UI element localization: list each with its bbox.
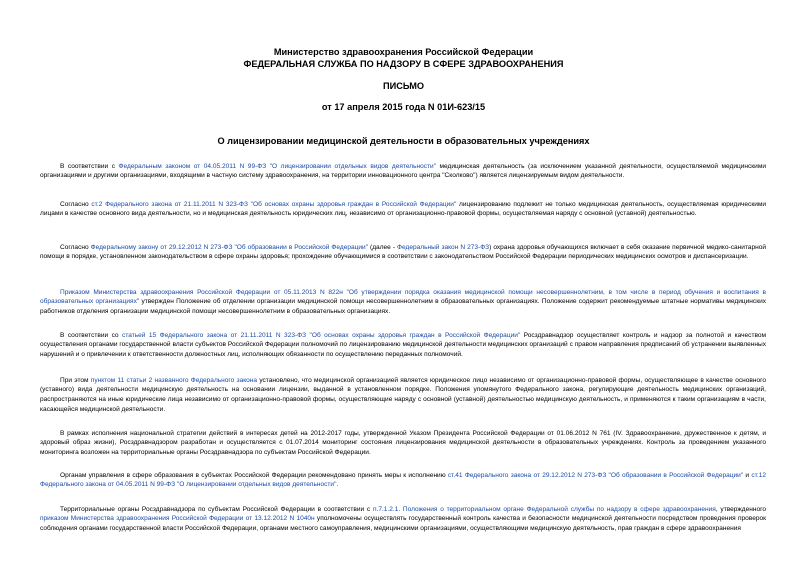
paragraph-text: Согласно <box>60 200 92 208</box>
paragraph-text: лицензированию подлежит не только медицинская деятельность, осуществляемая юридическими лицами в качестве основного вида деятельности, но и медицинская деятельность юридических лиц, независимо от организационно-правовой формы, осуществляемая наряду с основной (уставной) деятельностью. <box>40 200 767 218</box>
paragraph-2 <box>40 200 766 219</box>
paragraph-text: Росздравнадзор осуществляет контроль и надзор за полнотой и качеством осуществления органами государственной власти субъектов Российской Федерации полномочий по лицензированию медицинской деятельности медицинских организаций с правом направления предписаний об устранении выявленных нарушений и о привлечении к ответственности должностных лиц, исполняющих обязанности по осуществлению переданных полномочий. <box>40 331 766 358</box>
paragraph-text: При этом <box>60 376 91 384</box>
paragraph-text: . <box>336 481 339 489</box>
document-type: ПИСЬМО <box>382 81 425 91</box>
law-link[interactable]: статьей 15 Федерального закона от 21.11.2011 N 323-ФЗ "Об основах охраны здоровья граждан в Российской Федерации" <box>122 331 521 339</box>
document-title: О лицензировании медицинской деятельности в образовательных учреждениях <box>217 136 590 146</box>
paragraph-text: Территориальные органы Росздравнадзора по субъектам Российской Федерации в соответствии с <box>60 505 373 513</box>
law-link[interactable]: пунктом 11 статьи 2 названного Федерального закона <box>90 376 258 384</box>
order-link[interactable]: Приказом Министерства здравоохранения Российской Федерации от 05.11.2013 N 822н "Об утверждении порядка оказания медицинской помощи несовершеннолетним, в том числе в период обучения и воспитания в образовательных организациях" <box>40 288 766 306</box>
paragraph-text: ) охрана здоровья обучающихся включает в себя оказание первичной медико-санитарной помощи в порядке, установленном законодательством в сфере охраны здоровья; прохождение обучающимися в соответствии с законодательством Российской Федерации периодических медицинских осмотров и диспансеризации. <box>40 243 767 261</box>
paragraph-text: и <box>743 471 752 479</box>
paragraph-6 <box>40 376 766 415</box>
regulation-link[interactable]: п.7.1.2.1. Положения о территориальном органе Федеральной службы по надзору в сфере здравоохранения <box>372 505 716 513</box>
paragraph-1 <box>40 162 766 181</box>
paragraph-text: В рамках исполнения национальной стратегии действий в интересах детей на 2012-2017 годы, утвержденной Указом Президента Российской Федерации от 01.06.2012 N 761 (IV. Здравоохранение, дружественное к детям, и здоровый образ жизни), Росздравнадзором разработан и осуществляется с 01.07.2014 мониторинг состояния лицензирования медицинской деятельности в образовательных учреждениях. Контроль за проведением указанного мониторинга возложен на территориальные органы Росздравнадзора по субъектам Российской Федерации. <box>40 429 766 456</box>
paragraph-text: уполномочены осуществлять государственный контроль качества и безопасности медицинской деятельности посредством проведения проверок соблюдения органами государственной власти Российской Федерации, органами местного самоуправления, медицинскими организациями, осуществляющими медицинскую деятельность, прав граждан в сфере здравоохранения <box>40 515 767 532</box>
order-link[interactable]: приказом Министерства здравоохранения Российской Федерации от 13.12.2012 N 1040н <box>40 515 315 523</box>
paragraph-text: В соответствии со <box>60 331 123 339</box>
law-link[interactable]: ст.2 Федерального закона от 21.11.2011 N 323-ФЗ "Об основах охраны здоровья граждан в Российской Федерации" <box>91 200 457 208</box>
paragraph-4 <box>40 288 766 317</box>
law-link[interactable]: ст.12 Федерального закона от 04.05.2011 N 99-ФЗ "О лицензировании отдельных видов деятельности" <box>40 471 767 489</box>
paragraph-text: Органам управления в сфере образования в субъектах Российской Федерации рекомендовано принять меры к исполнению <box>60 471 448 479</box>
paragraph-9 <box>40 505 766 534</box>
service-name: ФЕДЕРАЛЬНАЯ СЛУЖБА ПО НАДЗОРУ В СФЕРЕ ЗДРАВООХРАНЕНИЯ <box>243 59 564 69</box>
paragraph-text: утвержден Положение об отделении организации медицинской помощи несовершеннолетним в образовательных организациях. Положение содержит рекомендуемые штатные нормативы медицинских работников отделения организации медицинской помощи несовершеннолетним в образовательных организациях. <box>40 298 766 315</box>
paragraph-text: медицинская деятельность (за исключением указанной деятельности, осуществляемой медицинскими организациями и другими организациями, входящими в частную систему здравоохранения, на территории инновационного центра "Сколково") является лицензируемым видом деятельности. <box>40 162 766 180</box>
law-link[interactable]: Федеральный закон N 273-ФЗ <box>397 243 490 251</box>
law-link[interactable]: ст.41 Федерального закона от 29.12.2012 N 273-ФЗ "Об образовании в Российской Федерации" <box>447 471 744 479</box>
paragraph-7 <box>40 429 766 458</box>
paragraph-text: установлено, что медицинской организацией является юридическое лицо независимо от организационно-правовой формы, осуществляющее в качестве основного (уставного) вида деятельности медицинскую деятельность на основании лицензии, выданной в установленном порядке. Положения упомянутого Федерального закона, регулирующие деятельность медицинских организаций, распространяются на иные юридические лица независимо от организационно-правовой формы, осуществляющие наряду с основной (уставной) деятельностью медицинскую деятельность, и применяются к таким организациям в части, касающейся медицинской деятельности. <box>40 376 766 413</box>
ministry-name: Министерство здравоохранения Российской Федерации <box>273 47 534 57</box>
law-link[interactable]: Федеральному закону от 29.12.2012 N 273-ФЗ "Об образовании в Российской Федерации" <box>90 243 369 251</box>
paragraph-text: В соответствии с <box>60 162 119 170</box>
paragraph-text: Согласно <box>60 243 91 251</box>
paragraph-text: , утвержденного <box>715 505 766 513</box>
paragraph-3 <box>40 243 766 262</box>
document-date: от 17 апреля 2015 года N 01И-623/15 <box>321 102 486 112</box>
paragraph-5 <box>40 331 766 360</box>
law-link[interactable]: Федеральным законом от 04.05.2011 N 99-ФЗ "О лицензировании отдельных видов деятельности" <box>118 162 437 170</box>
paragraph-8 <box>40 471 766 490</box>
paragraph-text: (далее - <box>368 243 398 251</box>
